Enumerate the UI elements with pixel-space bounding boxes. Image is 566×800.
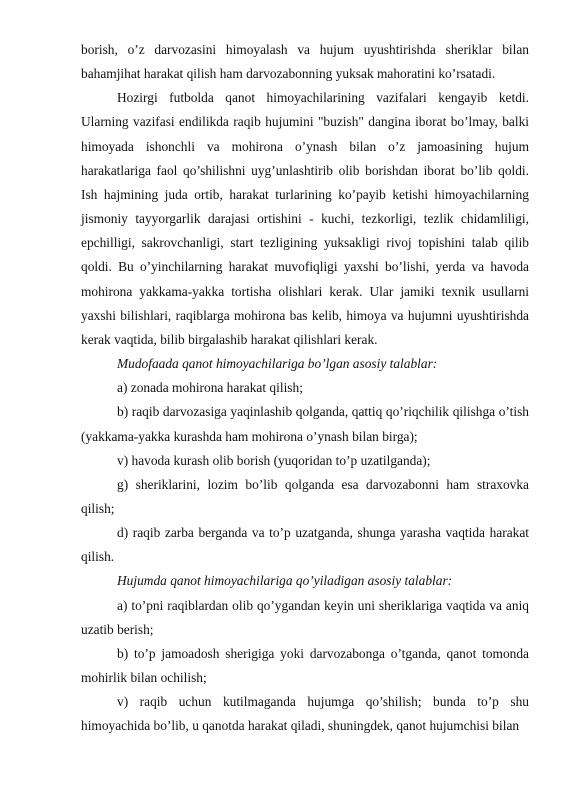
heading-defense-requirements: Mudofaada qanot himoyachilariga bo’lgan asosiy talablar: bbox=[117, 356, 438, 372]
list-item-defense-a: a) zonada mohirona harakat qilish; bbox=[117, 380, 303, 396]
list-item-attack-b: b) to’p jamoadosh sherigiga yoki darvozabonga o’tganda, qanot tomonda mohirlik bilan ochilish; bbox=[81, 645, 529, 686]
list-item-defense-d: d) raqib zarba berganda va to’p uzatganda, shunga yarasha vaqtida harakat qilish. bbox=[81, 525, 529, 565]
list-item-attack-v: v) raqib uchun kutilmaganda hujumga qo’shilish; bunda to’p shu himoyachida bo’lib, u qanotda harakat qiladi, shuningdek, qanot hujumchisi bilan bbox=[81, 694, 529, 734]
paragraph-continuation: borish, o’z darvozasini himoyalash va hujum uyushtirishda sheriklar bilan bahamjihat harakat qilish ham darvozabonning yuksak mahoratini ko’rsatadi. bbox=[81, 42, 529, 82]
heading-attack-requirements: Hujumda qanot himoyachilariga qo’yiladigan asosiy talablar: bbox=[117, 573, 453, 589]
paragraph-wing-defenders-role: Hozirgi futbolda qanot himoyachilarining vazifalari kengayib ketdi. Ularning vazifasi endilikda raqib hujumini "buzish" dangina iborat bo’lmay, balki himoyada ishonchli va mohirona o’ynash bilan o’z jamoasining hujum harakatlariga faol qo’shilishni uyg’unlashtirib olib borishdan iborat bo’lib qoldi. Ish hajmining juda ortib, harakat turlarining ko’payib ketishi himoyachilarning jismoniy tayyorgarlik darajasi ortishini - kuchi, tezkorligi, tezlik chidamliligi, epchilligi, sakrovchanligi, start tezligining yuksakligi rivoj topishini talab qilib qoldi. Bu o’yinchilarning harakat muvofiqligi yaxshi bo’lishi, yerda va havoda mohirona yakkama-yakka tortisha olishlari kerak. Ular jamiki texnik usullarni yaxshi bilishlari, raqiblarga mohirona bas kelib, himoya va hujumni uyushtirishda kerak vaqtida, bilib birgalashib harakat qilishlari kerak. bbox=[81, 90, 529, 347]
list-item-defense-b: b) raqib darvozasiga yaqinlashib qolganda, qattiq qo’riqchilik qilishga o’tish (yakkama-yakka kurashda ham mohirona o’ynash bilan birga); bbox=[81, 404, 529, 444]
list-item-defense-g: g) sheriklarini, lozim bo’lib qolganda esa darvozabonni ham straxovka qilish; bbox=[81, 476, 529, 516]
list-item-attack-a: a) to’pni raqiblardan olib qo’ygandan keyin uni sheriklariga vaqtida va aniq uzatib berish; bbox=[81, 597, 529, 637]
list-item-defense-v: v) havoda kurash olib borish (yuqoridan to’p uzatilganda); bbox=[117, 452, 431, 468]
document-page bbox=[81, 38, 529, 739]
